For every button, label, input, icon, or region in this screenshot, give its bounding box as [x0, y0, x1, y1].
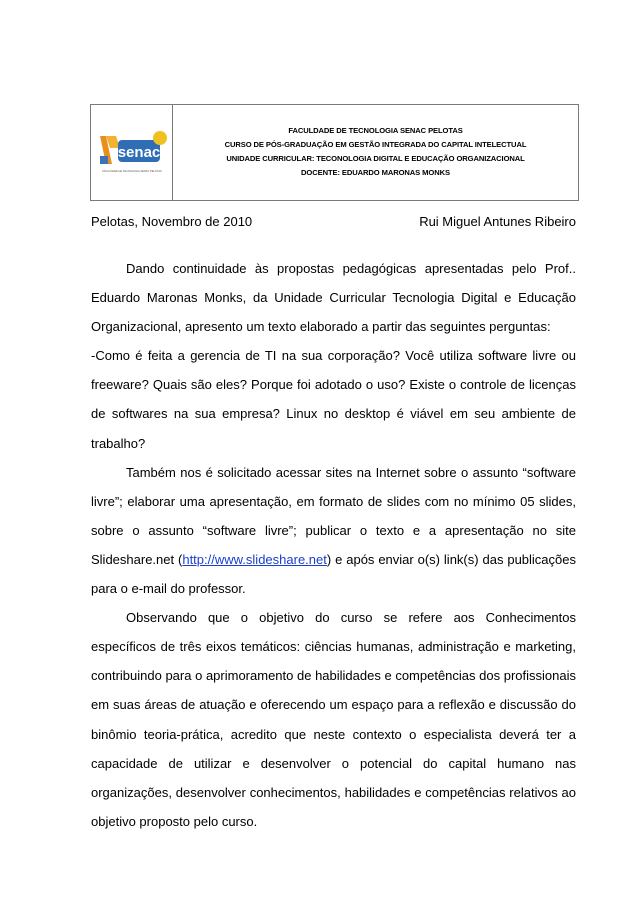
place-date: Pelotas, Novembro de 2010 — [91, 214, 253, 229]
course-line: CURSO DE PÓS-GRADUAÇÃO EM GESTÃO INTEGRADA DO CAPITAL INTELECTUAL — [224, 140, 527, 149]
body-text — [91, 254, 576, 836]
assignment-text-after: ) e após enviar o(s) link(s) das publicações para o e-mail do professor. — [91, 551, 576, 597]
header-info — [173, 105, 578, 200]
teacher-line: DOCENTE: EDUARDO MARONAS MONKS — [301, 168, 450, 177]
curricular-unit-line: UNIDADE CURRICULAR: TECONOLOGIA DIGITAL E EDUCAÇÃO ORGANIZACIONAL — [226, 154, 525, 163]
header-table — [90, 104, 579, 201]
paragraph-intro: Dando continuidade às propostas pedagógicas apresentadas pelo Prof.. Eduardo Maronas Monks, da Unidade Curricular Tecnologia Digital e Educação Organizacional, apresento um texto elaborado a partir das seguintes perguntas: — [91, 261, 576, 335]
meta-line — [91, 214, 576, 229]
institution-line: FACULDADE DE TECNOLOGIA SENAC PELOTAS — [288, 126, 463, 135]
logo-small-text: FACULDADE DE TECNOLOGIA SENAC PELOTAS — [101, 169, 162, 173]
assignment-text-before: Também nos é solicitado acessar sites na Internet sobre o assunto “software livre”; elaborar uma apresentação, em formato de slides com no mínimo 05 slides, sobre o assunto “software livre”; publicar o texto e a apresentação no site Slideshare.net ( — [91, 464, 576, 567]
paragraph-objective: Observando que o objetivo do curso se refere aos Conhecimentos específicos de três eixos temáticos: ciências humanas, administração e marketing, contribuindo para o aprimoramento de habilidades e competências dos profissionais em suas áreas de atuação e oferecendo um espaço para a reflexão e discussão do binômio teoria-prática, acredito que neste contexto o especialista deverá ter a capacidade de utilizar e desenvolver o potencial do capital humano nas organizações, desenvolver conhecimentos, habilidades e competências relativos ao objetivo proposto pelo curso. — [91, 610, 576, 829]
logo-cell — [91, 105, 173, 200]
senac-logo-icon — [96, 128, 168, 178]
paragraph-assignment — [91, 458, 576, 603]
paragraph-questions: -Como é feita a gerencia de TI na sua corporação? Você utiliza software livre ou freeware? Quais são eles? Porque foi adotado o uso? Existe o controle de licenças de softwares na sua empresa? Linux no desktop é viável em seu ambiente de trabalho? — [91, 348, 576, 451]
logo-text: senac — [117, 143, 160, 161]
author-name: Rui Miguel Antunes Ribeiro — [419, 214, 576, 229]
slideshare-link[interactable]: http://www.slideshare.net — [182, 551, 327, 567]
